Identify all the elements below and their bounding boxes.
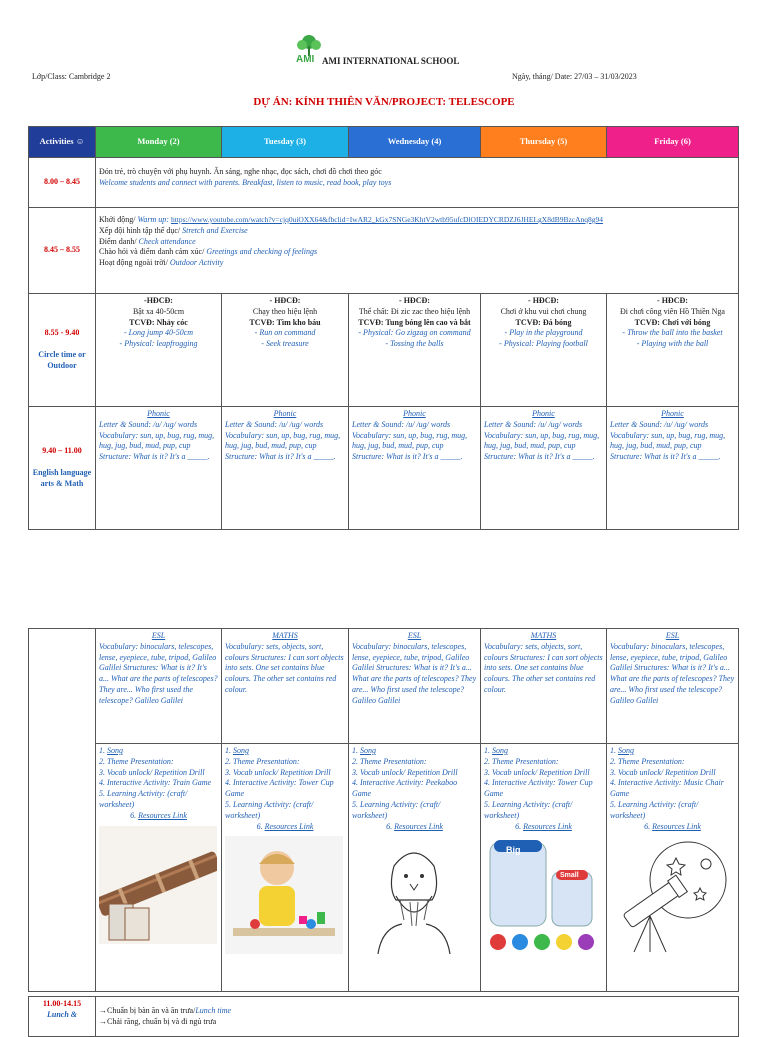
- phonic-heading: Phonic: [532, 409, 555, 418]
- cell-activity: Thể chất: Đi zic zac theo hiệu lệnh: [358, 306, 471, 316]
- galileo-portrait-image: [352, 836, 477, 954]
- cell-game: TCVĐ: Tìm kho báu: [249, 317, 321, 327]
- step-vocab: 3. Vocab unlock/ Repetition Drill: [352, 767, 458, 777]
- esl-fri: [607, 629, 739, 744]
- phonic-structure: Structure: What is it? It's a _____.: [610, 452, 721, 462]
- step-num: 6.: [256, 821, 263, 831]
- cell-activity: Chạy theo hiệu lệnh: [252, 306, 318, 316]
- cell-heading: -HĐCĐ:: [144, 296, 173, 305]
- steps-tue: [222, 744, 349, 992]
- time-sub: English language arts & Math: [32, 468, 92, 488]
- circle-fri: [607, 294, 739, 407]
- col-monday: Monday (2): [96, 127, 222, 158]
- step-interactive: 4. Interactive Activity: Train Game: [99, 778, 212, 788]
- outdoor-vi: Hoạt động ngoài trời/: [99, 258, 168, 268]
- warmup-video-link[interactable]: https://www.youtube.com/watch?v=cjq0uiOXX64&fbclid=IwAR2_kGx7SNGe3KhtV2wtb95ufcDlOIEDYCRDZJ6JHELgX8dB9BzcAnq8g94: [170, 215, 604, 224]
- greeting-line: [99, 247, 735, 258]
- empty-time-cell: [29, 629, 96, 992]
- subject-body: Vocabulary: binoculars, telescopes, lense, eyepiece, tube, tripod, Galileo Galilei Structures: What is it? It's a... What are the parts of telescopes? They are... Who first used the telescope? Galileo Galilei: [99, 641, 218, 705]
- class-label: Lớp/Class:: [32, 72, 67, 81]
- subject-heading: ESL: [151, 631, 166, 640]
- cell-activity: Chơi ở khu vui chơi chung: [500, 306, 587, 316]
- step-num: 6.: [130, 810, 137, 820]
- small-label: Small: [560, 872, 579, 880]
- phonic-vocab: Vocabulary: sun, up, bug, rug, mug, hug, jug, bud, mud, pup, cup: [99, 430, 215, 451]
- phonic-thu: [481, 407, 607, 530]
- big-label: Big: [506, 845, 521, 856]
- warmup-vi: Khởi động/: [99, 215, 136, 224]
- cell-en-1: - Throw the ball into the basket: [622, 328, 723, 338]
- subject-heading: ESL: [665, 631, 680, 640]
- phonic-letter: Letter & Sound: /u/ /ug/ words: [484, 419, 583, 429]
- cell-en-1: - Long jump 40-50cm: [123, 328, 194, 338]
- child-sorting-image: [225, 836, 345, 954]
- circle-tue: [222, 294, 349, 407]
- cell-en-1: - Physical: Go zigzag on command: [358, 328, 471, 338]
- phonic-structure: Structure: What is it? It's a _____.: [225, 452, 336, 462]
- phonic-heading: Phonic: [147, 409, 170, 418]
- time-sub: Lunch &: [46, 1009, 77, 1019]
- attendance-vi: Điểm danh/: [99, 236, 137, 246]
- time-value: 9.40 – 11.00: [42, 446, 82, 456]
- telescope-coloring-image: [610, 836, 735, 954]
- step-learning: 5. Learning Activity: (craft/ worksheet): [610, 799, 699, 820]
- date-value: 27/03 – 31/03/2023: [574, 72, 637, 81]
- steps-thu: [481, 744, 607, 992]
- col-thursday: Thursday (5): [481, 127, 607, 158]
- warmup-cell: [96, 208, 739, 294]
- cell-heading: - HĐCĐ:: [269, 296, 301, 305]
- step-vocab: 3. Vocab unlock/ Repetition Drill: [610, 767, 716, 777]
- phonic-structure: Structure: What is it? It's a _____.: [99, 452, 210, 462]
- step-num: 1.: [352, 746, 358, 755]
- phonic-letter: Letter & Sound: /u/ /ug/ words: [352, 419, 451, 429]
- cell-en-2: - Physical: leapfrogging: [119, 339, 198, 349]
- tree-icon: [296, 34, 322, 56]
- time-sub: Circle time or Outdoor: [38, 350, 86, 370]
- resources-link[interactable]: Resources Link: [394, 821, 443, 831]
- step-theme: 2. Theme Presentation:: [484, 756, 559, 766]
- song-link[interactable]: Song: [360, 746, 376, 755]
- time-cell: 8.45 – 8.55: [29, 208, 96, 294]
- col-tuesday: Tuesday (3): [222, 127, 349, 158]
- cell-game: TCVĐ: Tung bóng lên cao và bắt: [358, 317, 471, 327]
- step-interactive: 4. Interactive Activity: Peekaboo Game: [352, 778, 458, 799]
- schedule-table-2: [28, 628, 739, 992]
- phonic-heading: Phonic: [661, 409, 684, 418]
- cell-game: TCVĐ: Đá bóng: [515, 317, 572, 327]
- time-cell: 8.00 – 8.45: [29, 158, 96, 208]
- step-theme: 2. Theme Presentation:: [352, 756, 427, 766]
- cell-en-2: - Seek treasure: [261, 339, 309, 349]
- song-link[interactable]: Song: [107, 746, 123, 755]
- time-value: 11.00-14.15: [42, 999, 82, 1008]
- step-num: 6.: [386, 821, 393, 831]
- esl-mon: [96, 629, 222, 744]
- resources-link[interactable]: Resources Link: [523, 821, 572, 831]
- phonic-structure: Structure: What is it? It's a _____.: [352, 452, 463, 462]
- phonic-letter: Letter & Sound: /u/ /ug/ words: [610, 419, 709, 429]
- step-num: 6.: [515, 821, 522, 831]
- cell-heading: - HĐCĐ:: [399, 296, 430, 305]
- warmup-en: Warm up:: [137, 215, 169, 224]
- cell-game: TCVĐ: Nhảy cóc: [129, 317, 188, 327]
- outdoor-line: [99, 258, 735, 269]
- col-activities: Activities ☺: [29, 127, 96, 158]
- class-value: Cambridge 2: [68, 72, 111, 81]
- welcome-cell: [96, 158, 739, 208]
- cell-heading: - HĐCĐ:: [657, 296, 688, 305]
- telescope-tube-image: [99, 826, 218, 944]
- row-esl: [29, 629, 739, 744]
- col-friday: Friday (6): [607, 127, 739, 158]
- step-vocab: 3. Vocab unlock/ Repetition Drill: [484, 767, 590, 777]
- outdoor-en: Outdoor Activity: [169, 258, 224, 268]
- logo-text: AMI: [296, 54, 315, 65]
- stretch-line: [99, 226, 735, 237]
- big-small-jars-image: [484, 836, 603, 954]
- row-english: [29, 407, 739, 530]
- step-interactive: 4. Interactive Activity: Music Chair Game: [610, 778, 724, 799]
- subject-body: Vocabulary: sets, objects, sort, colours Structures: I can sort objects into sets. One set contains blue colours. The other set contains red colour.: [484, 641, 603, 694]
- phonic-vocab: Vocabulary: sun, up, bug, rug, mug, hug, jug, bud, mud, pup, cup: [352, 430, 468, 451]
- phonic-tue: [222, 407, 349, 530]
- circle-thu: [481, 294, 607, 407]
- step-learning: 5. Learning Activity: (craft/ worksheet): [484, 799, 573, 820]
- step-interactive: 4. Interactive Activity: Tower Cup Game: [484, 778, 593, 799]
- cell-en-2: - Tossing the balls: [385, 339, 444, 349]
- row-welcome: [29, 158, 739, 208]
- warmup-line: [99, 215, 735, 226]
- attendance-line: [99, 237, 735, 248]
- subject-body: Vocabulary: binoculars, telescopes, lense, eyepiece, tube, tripod, Galileo Galilei Structures: What is it? It's a... What are the parts of telescopes? They are... Who first used the telescope? Galileo Galilei: [610, 641, 735, 705]
- row-lesson-steps: [29, 744, 739, 992]
- date-info: [512, 72, 637, 81]
- phonic-letter: Letter & Sound: /u/ /ug/ words: [99, 419, 198, 429]
- steps-mon: [96, 744, 222, 992]
- time-value: 8.55 - 9.40: [44, 328, 80, 338]
- song-link[interactable]: Song: [233, 746, 249, 755]
- step-theme: 2. Theme Presentation:: [99, 756, 174, 766]
- step-learning: 5. Learning Activity: (craft/ worksheet): [225, 799, 314, 820]
- phonic-letter: Letter & Sound: /u/ /ug/ words: [225, 419, 324, 429]
- row-circle: [29, 294, 739, 407]
- subject-heading: ESL: [407, 631, 422, 640]
- song-link[interactable]: Song: [618, 746, 634, 755]
- cell-en-2: - Physical: Playing football: [499, 339, 588, 349]
- time-cell: [29, 997, 96, 1037]
- cell-en-1: - Run on command: [254, 328, 316, 338]
- steps-fri: [607, 744, 739, 992]
- subject-body: Vocabulary: binoculars, telescopes, lense, eyepiece, tube, tripod, Galileo Galilei Structures: What is it? It's a... What are the parts of telescopes? They are... Who first used the telescope? Galileo Galilei: [352, 641, 477, 705]
- step-learning: 5. Learning Activity: (craft/ worksheet): [99, 789, 188, 809]
- phonic-structure: Structure: What is it? It's a _____.: [484, 452, 595, 462]
- cell-heading: - HĐCĐ:: [528, 296, 559, 305]
- page-title: DỰ ÁN: KÍNH THIÊN VĂN/PROJECT: TELESCOPE: [253, 96, 515, 108]
- maths-tue: [222, 629, 349, 744]
- school-name: AMI INTERNATIONAL SCHOOL: [322, 56, 460, 66]
- phonic-wed: [349, 407, 481, 530]
- stretch-en: Stretch and Exercise: [182, 225, 248, 235]
- step-num: 1.: [225, 746, 231, 755]
- lunch-en: Lunch time: [195, 1006, 232, 1015]
- resources-link[interactable]: Resources Link: [264, 821, 314, 831]
- schedule-table-3: [28, 996, 739, 1037]
- step-interactive: 4. Interactive Activity: Tower Cup Game: [225, 778, 334, 799]
- greeting-vi: Chào hỏi và điểm danh cảm xúc/: [99, 247, 205, 257]
- school-logo: [296, 34, 322, 64]
- lunch-cell: [96, 997, 739, 1037]
- step-theme: 2. Theme Presentation:: [610, 756, 685, 766]
- cell-activity: Bật xa 40-50cm: [132, 306, 185, 316]
- lunch-vi: →Chuẩn bị bàn ăn và ăn trưa/: [99, 1006, 196, 1015]
- step-num: 6.: [644, 821, 651, 831]
- maths-thu: [481, 629, 607, 744]
- nap-vi: →Chải răng, chuẩn bị và đi ngủ trưa: [99, 1016, 217, 1026]
- subject-body: Vocabulary: sets, objects, sort, colours Structures: I can sort objects into sets. One set contains blue colours. The other set contains red colour.: [225, 641, 344, 694]
- song-link[interactable]: Song: [492, 746, 508, 755]
- circle-mon: [96, 294, 222, 407]
- cell-activity: Đi chơi công viên Hồ Thiền Nga: [620, 306, 725, 316]
- step-num: 1.: [484, 746, 490, 755]
- phonic-vocab: Vocabulary: sun, up, bug, rug, mug, hug, jug, bud, mud, pup, cup: [610, 430, 726, 451]
- cell-en-2: - Playing with the ball: [636, 339, 709, 349]
- row-warmup: [29, 208, 739, 294]
- class-info: [32, 72, 110, 81]
- step-vocab: 3. Vocab unlock/ Repetition Drill: [225, 767, 331, 777]
- subject-heading: MATHS: [272, 631, 298, 640]
- circle-wed: [349, 294, 481, 407]
- cell-en-1: - Play in the playground: [504, 328, 583, 338]
- stretch-vi: Xếp đội hình tập thể dục/: [99, 225, 181, 235]
- header-row: [29, 127, 739, 158]
- attendance-en: Check attendance: [138, 236, 196, 246]
- subject-heading: MATHS: [530, 631, 557, 640]
- step-learning: 5. Learning Activity: (craft/ worksheet): [352, 799, 441, 820]
- phonic-heading: Phonic: [273, 409, 297, 418]
- welcome-vi: Đón trẻ, trò chuyện với phụ huynh. Ăn sáng, nghe nhạc, đọc sách, chơi đồ chơi theo góc: [99, 167, 382, 176]
- step-num: 1.: [99, 746, 105, 755]
- col-wednesday: Wednesday (4): [349, 127, 481, 158]
- time-cell: [29, 407, 96, 530]
- row-lunch: [29, 997, 739, 1037]
- welcome-en: Welcome students and connect with parents. Breakfast, listen to music, read book, play toys: [99, 177, 392, 187]
- esl-wed: [349, 629, 481, 744]
- date-label: Ngày, tháng/ Date:: [512, 72, 573, 81]
- cell-game: TCVĐ: Chơi với bóng: [634, 317, 711, 327]
- time-cell: [29, 294, 96, 407]
- resources-link[interactable]: Resources Link: [652, 821, 701, 831]
- resources-link[interactable]: Resources Link: [138, 810, 187, 820]
- phonic-heading: Phonic: [403, 409, 426, 418]
- phonic-fri: [607, 407, 739, 530]
- step-theme: 2. Theme Presentation:: [225, 756, 300, 766]
- schedule-table-1: [28, 126, 739, 530]
- step-num: 1.: [610, 746, 616, 755]
- phonic-vocab: Vocabulary: sun, up, bug, rug, mug, hug, jug, bud, mud, pup, cup: [225, 430, 341, 451]
- phonic-vocab: Vocabulary: sun, up, bug, rug, mug, hug, jug, bud, mud, pup, cup: [484, 430, 600, 451]
- steps-wed: [349, 744, 481, 992]
- phonic-mon: [96, 407, 222, 530]
- greeting-en: Greetings and checking of feelings: [206, 247, 318, 257]
- step-vocab: 3. Vocab unlock/ Repetition Drill: [99, 767, 205, 777]
